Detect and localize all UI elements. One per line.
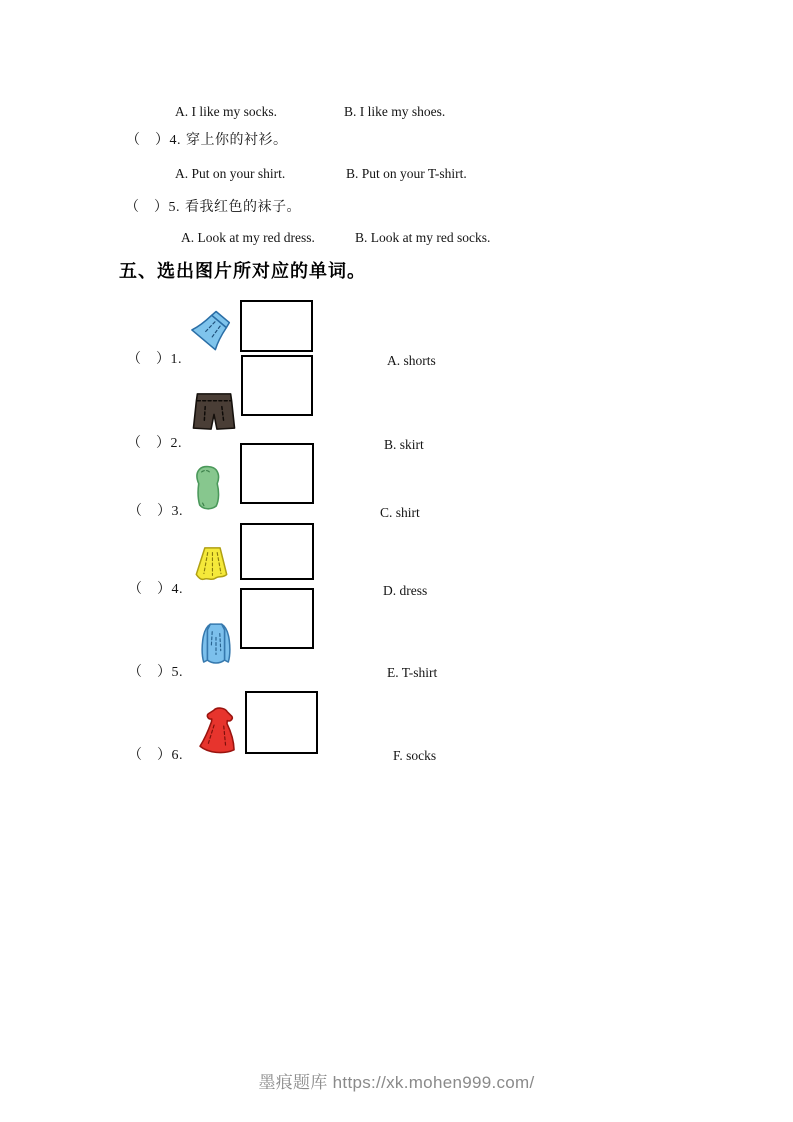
answer-box-2[interactable] [241, 355, 313, 416]
footer-watermark: 墨痕题库 https://xk.mohen999.com/ [258, 1073, 535, 1092]
match-word-f: F. socks [393, 748, 437, 763]
q4-option-b: B. Put on your T-shirt. [346, 166, 467, 181]
answer-box-4[interactable] [240, 523, 314, 580]
match-word-c: C. shirt [380, 505, 420, 520]
answer-box-5[interactable] [240, 588, 314, 649]
q5-option-a: A. Look at my red dress. [181, 230, 315, 245]
dark-shorts-shape [193, 394, 234, 429]
yellow-skirt-image [194, 545, 229, 583]
q4-stem: 穿上你的衬衫。 [186, 133, 288, 148]
q3-option-b: B. I like my shoes. [344, 104, 446, 119]
match-2-answer-bracket[interactable]: （ ）2. [127, 436, 182, 451]
match-word-b: B. skirt [384, 437, 424, 452]
blue-skirt-body-shape [192, 312, 231, 350]
green-shirt-image [189, 464, 224, 512]
blue-tshirt-image [198, 618, 234, 671]
answer-box-3[interactable] [240, 443, 314, 504]
red-dress-image [198, 704, 239, 756]
q5-answer-bracket[interactable]: （ ）5. [125, 200, 180, 215]
match-4-answer-bracket[interactable]: （ ）4. [128, 582, 183, 597]
match-word-e: E. T-shirt [387, 665, 438, 680]
q4-answer-bracket[interactable]: （ ）4. [126, 133, 181, 148]
answer-box-1[interactable] [240, 300, 313, 352]
answer-box-6[interactable] [245, 691, 318, 754]
red-dress-shape [200, 706, 239, 754]
match-5-answer-bracket[interactable]: （ ）5. [128, 665, 183, 680]
q3-option-a: A. I like my socks. [175, 104, 277, 119]
q5-option-b: B. Look at my red socks. [355, 230, 491, 245]
match-1-answer-bracket[interactable]: （ ）1. [127, 352, 182, 367]
q5-stem: 看我红色的袜子。 [185, 200, 301, 215]
yellow-skirt-shape [196, 548, 226, 580]
section-five-title: 五、选出图片所对应的单词。 [119, 261, 366, 281]
blue-skirt-image [188, 307, 234, 355]
match-word-d: D. dress [383, 583, 428, 598]
match-3-answer-bracket[interactable]: （ ）3. [128, 504, 183, 519]
dark-shorts-image [191, 389, 237, 434]
match-word-a: A. shorts [387, 353, 436, 368]
q4-option-a: A. Put on your shirt. [175, 166, 286, 181]
match-6-answer-bracket[interactable]: （ ）6. [128, 748, 183, 763]
green-shirt-shape [197, 467, 219, 509]
